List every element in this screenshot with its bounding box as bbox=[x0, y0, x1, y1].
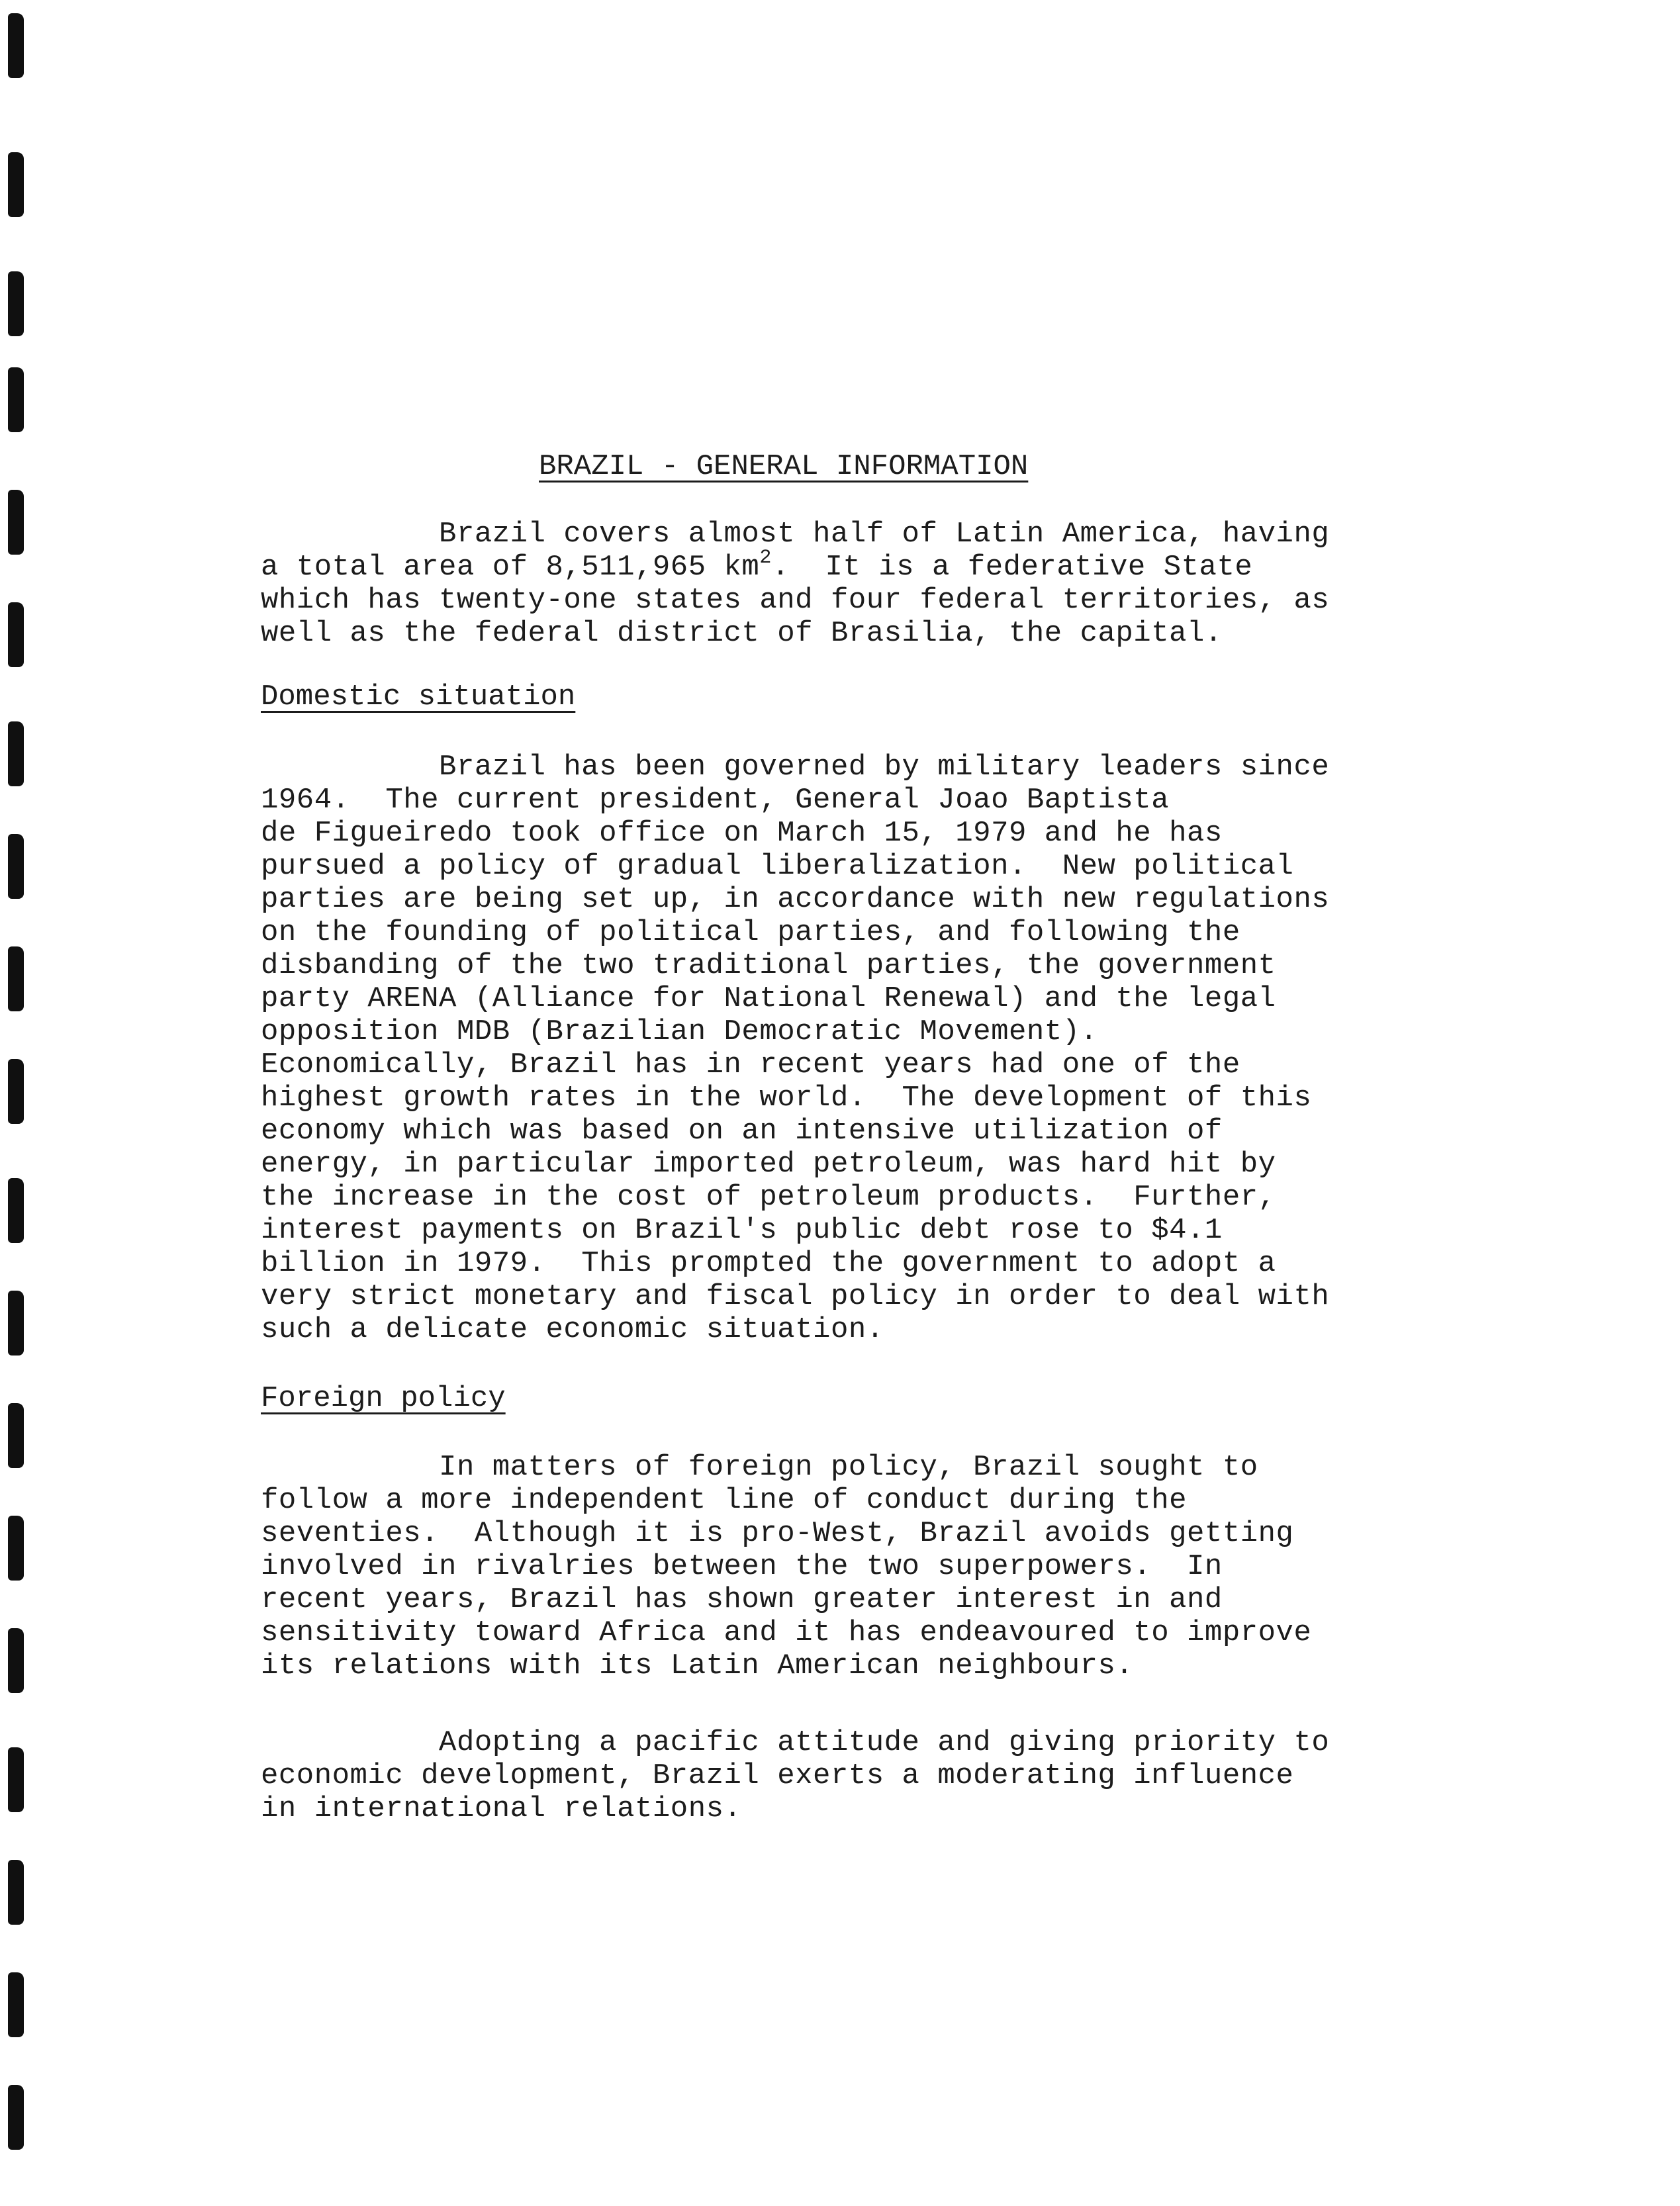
intro-line-2-text: a total area of 8,511,965 km bbox=[261, 551, 760, 584]
punch-mark bbox=[8, 1628, 24, 1693]
punch-mark bbox=[8, 2085, 24, 2150]
binder-punch-marks bbox=[0, 0, 40, 2206]
punch-mark bbox=[8, 1291, 24, 1356]
section-heading-foreign: Foreign policy bbox=[261, 1382, 506, 1415]
intro-paragraph bbox=[261, 518, 1466, 650]
section-heading-domestic: Domestic situation bbox=[261, 680, 576, 713]
domestic-paragraph: Brazil has been governed by military leaders since 1964. The current president, General Joao Baptista de Figueiredo took office on March 15, 1979 and he has pursued a policy of gradual liberalization. New political parties are being set up, in accordance with new regulations on the founding of political parties, and following the disbanding of the two traditional parties, the government party ARENA (Alliance for National Renewal) and the legal opposition MDB (Brazilian Democratic Movement). Economically, Brazil has in recent years had one of the highest growth rates in the world. The development of this economy which was based on an intensive utilization of energy, in particular imported petroleum, was hard hit by the increase in the cost of petroleum products. Further, interest payments on Brazil's public debt rose to $4.1 billion in 1979. This prompted the government to adopt a very strict monetary and fiscal policy in order to deal with such a delicate economic situation. bbox=[261, 751, 1330, 1346]
intro-line-2 bbox=[261, 547, 1253, 584]
punch-mark bbox=[8, 1860, 24, 1925]
intro-line-4: well as the federal district of Brasilia, the capital. bbox=[261, 617, 1223, 650]
foreign-paragraph-2: Adopting a pacific attitude and giving priority to economic development, Brazil exerts a moderating influence in international relations. bbox=[261, 1726, 1330, 1825]
punch-mark bbox=[8, 602, 24, 667]
intro-line-3: which has twenty-one states and four federal territories, as bbox=[261, 584, 1330, 617]
punch-mark bbox=[8, 834, 24, 899]
punch-mark bbox=[8, 1516, 24, 1581]
foreign-paragraph-1: In matters of foreign policy, Brazil sought to follow a more independent line of conduct during the seventies. Although it is pro-West, Brazil avoids getting involved in rivalries between the two superpowers. In recent years, Brazil has shown greater interest in and sensitivity toward Africa and it has endeavoured to improve its relations with its Latin American neighbours. bbox=[261, 1451, 1312, 1682]
page-title: BRAZIL - GENERAL INFORMATION bbox=[539, 450, 1029, 483]
punch-mark bbox=[8, 271, 24, 336]
punch-mark bbox=[8, 721, 24, 786]
punch-mark bbox=[8, 490, 24, 555]
punch-mark bbox=[8, 946, 24, 1011]
punch-mark bbox=[8, 1747, 24, 1812]
punch-mark bbox=[8, 152, 24, 217]
punch-mark bbox=[8, 367, 24, 432]
superscript-exponent: 2 bbox=[759, 547, 772, 569]
punch-mark bbox=[8, 1059, 24, 1124]
punch-mark bbox=[8, 1972, 24, 2037]
intro-line-2-end: . It is a federative State bbox=[771, 551, 1253, 584]
punch-mark bbox=[8, 1403, 24, 1468]
intro-line-1: Brazil covers almost half of Latin America, having bbox=[261, 518, 1330, 551]
punch-mark bbox=[8, 1178, 24, 1243]
punch-mark bbox=[8, 13, 24, 78]
